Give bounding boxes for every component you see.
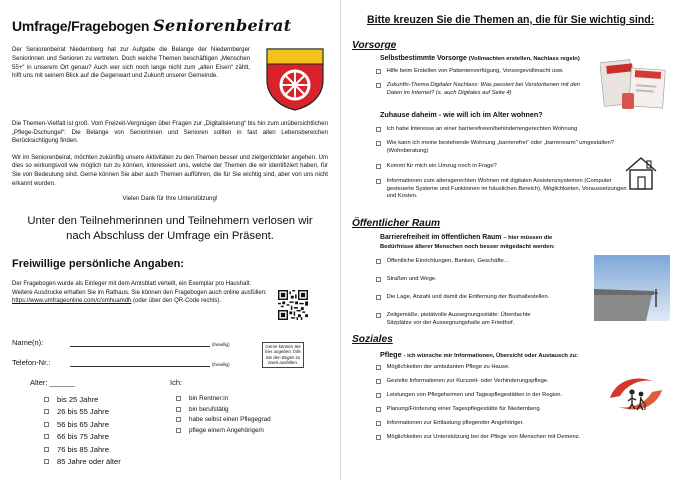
raffle-line-2: nach Abschluss der Umfrage ein Präsent. [66,230,274,243]
sub-raum: Barrierefreiheit im öffentlichen Raum – hier müssen die Bedürfnisse älterer Menschen noch besser mitgedacht werden: [380,234,555,250]
topic-item[interactable]: Zukunfts-Thema Digitaler Nachlass: Was passiert bei Verstorbenen mit den Daten im Internet? (s. auch Digitales auf Seite 4) [376,82,591,97]
page-title [12,16,328,35]
name-input-line[interactable] [70,341,210,347]
checkbox[interactable] [376,421,381,426]
checkbox[interactable] [376,295,381,300]
age-options [44,393,121,468]
sub-vorsorge: Selbstbestimmte Vorsorge (Vollmachten erstellen, Nachlass regeln) [380,55,580,62]
age-option[interactable]: 85 Jahre oder älter [44,456,121,469]
topic-item[interactable]: Planung/Förderung einer Tagespflegestätte für Niedernberg. [376,406,616,414]
topic-item[interactable]: Möglichkeiten der ambulanten Pflege zu Hause. [376,364,616,372]
raffle-line-1: Unter den Teilnehmerinnen und Teilnehmern verlosen wir [27,215,313,228]
topic-item[interactable]: Möglichkeiten zur Unterstützung bei der Pflege von Menschen mit Demenz. [376,434,636,442]
topic-item[interactable]: Zeitgemäße, pietätvolle Aussegnungsstätte: Überdachte Sitzplätze vor der Aussegnungshalle am Friedhof. [376,312,556,327]
survey-link[interactable]: https://www.umfrageonline.com/c/smhuamdh [12,298,132,305]
ich-option[interactable]: bin berufstätig [176,404,271,415]
checkbox[interactable] [176,428,181,433]
checkbox[interactable] [44,459,49,464]
checkbox[interactable] [44,422,49,427]
topics-heading: Bitte kreuzen Sie die Themen an, die für Sie wichtig sind: [367,14,655,26]
ich-options [176,393,271,436]
checkbox[interactable] [376,259,381,264]
thanks-text: Vielen Dank für Ihre Unterstützung! [122,195,218,203]
section-soziales: Soziales [352,334,393,345]
documents-photo-icon [600,55,668,111]
checkbox[interactable] [176,407,181,412]
age-option[interactable]: bis 25 Jahre [44,393,121,406]
checkbox[interactable] [376,69,381,74]
checkbox[interactable] [376,277,381,282]
section-raum: Öffentlicher Raum [352,218,441,229]
ich-option[interactable]: bin Rentner:in [176,393,271,404]
topic-item[interactable]: Kommt für mich ein Umzug noch in Frage? [376,163,616,171]
topic-item[interactable]: Ich habe Interesse an einer barrierefreien/behindertengerechten Wohnung [376,126,636,134]
age-option[interactable]: 56 bis 65 Jahre [44,418,121,431]
topic-item[interactable]: Gezielte Informationen zur Kurzzeit- oder Verhinderungspflege. [376,378,616,386]
sub-pflege: Pflege - ich wünsche mir Informationen, Übersicht oder Austausch zu: [380,350,578,359]
ich-option[interactable]: habe selbst einen Pflegegrad [176,415,271,426]
house-icon [622,155,660,191]
checkbox[interactable] [376,435,381,440]
note-box: Gerne können Sie hier angeben, falls Sie den Bogen zu zweit ausfüllen. [262,342,304,368]
checkbox[interactable] [376,365,381,370]
checkbox[interactable] [376,393,381,398]
paragraph-topics: Die Themen-Vielfalt ist groß. Vom Freizeit-Vergnügen über Fragen zur „Digitalisierung“ bis hin zum unübersichtlichen „Pflege-Dschungel“: Die Belange von Seniorinnen und Senioren sollten in fast allen Lebensbereichen Berücksichtigung finden. [12,120,328,145]
checkbox[interactable] [376,179,381,184]
intro-text: Der Seniorenbeirat Niedernberg hat zur Aufgabe die Belange der Niedernberger Seniorinnen und Senioren zu vertreten. Doch welche Themen beschäftigen „Menschen 55+“ in unserem Ort genau? Auch wer sich noch lange nicht zum „alten Eisen“ zählt, hilft uns mit seinem Blick auf die Gegenwart und Zukunft unserer Gemeinde. [12,46,250,80]
topic-item[interactable]: Leistungen von Pflegeheimen und Tagespflegestätten in der Region. [376,392,616,400]
checkbox[interactable] [376,141,381,146]
topic-item[interactable]: Informationen zur Entlastung pflegender Angehöriger. [376,420,616,428]
age-label: Alter: ______ [30,378,75,387]
phone-field[interactable]: Telefon-Nr.: (freiwillig) [12,358,230,367]
checkbox[interactable] [376,379,381,384]
checkbox[interactable] [376,313,381,318]
checkbox[interactable] [44,397,49,402]
caring-hands-icon [606,368,666,418]
paragraph-goals: Wir im Seniorenbeirat, möchten zukünftig unsere Aktivitäten zu den Themen besser und zielgerichteter angehen. Um dies so wirkungsvoll wie möglich tun zu können, interessiert uns, welche der Themen die wir identifiziert haben, für Sie von Bedeutung sind. Gerne können Sie aber auch Themen aufführen, die für Sie wichtig sind, aber von uns nicht erkannt wurden. [12,153,328,187]
title-main: Umfrage/Fragebogen [12,18,150,34]
cliff-photo-icon [594,255,670,321]
section-vorsorge: Vorsorge [352,40,397,51]
age-option[interactable]: 76 bis 85 Jahre [44,443,121,456]
sub-wohnen: Zuhause daheim - wie will ich im Alter wohnen? [380,110,543,119]
personal-heading: Freiwillige persönliche Angaben: [12,258,184,271]
topic-item[interactable]: Hilfe beim Erstellen von Patientenverfügung, Vorsorgevollmacht usw. [376,68,591,76]
coat-of-arms-icon [264,46,326,112]
checkbox[interactable] [376,407,381,412]
raffle-text [12,214,328,244]
age-option[interactable]: 26 bis 55 Jahre [44,406,121,419]
checkbox[interactable] [44,447,49,452]
topic-item[interactable]: Die Lage, Anzahl und damit die Entfernung der Bushaltestellen. [376,294,591,302]
topic-item[interactable]: Öffentliche Einrichtungen, Banken, Geschäfte… [376,258,581,266]
checkbox[interactable] [44,409,49,414]
checkbox[interactable] [376,127,381,132]
title-script: Seniorenbeirat [153,16,292,35]
topic-item[interactable]: Wie kann ich meine bestehende Wohnung „barrierefrei“ oder „barrierearm“ umgestalten? (Wohnberatung) [376,140,616,155]
checkbox[interactable] [376,83,381,88]
age-option[interactable]: 66 bis 75 Jahre [44,431,121,444]
ich-label: Ich: [170,378,183,387]
topic-item[interactable]: Informationen zum altersgerechten Wohnen mit digitalen Assistenzsystemen (Computer gesteuerte Systeme und Funktionen im häuslichen Bereich), Möglichkeiten, Voraussetzungen und Kosten. [376,178,636,201]
phone-input-line[interactable] [70,361,210,367]
checkbox[interactable] [44,434,49,439]
checkbox[interactable] [376,164,381,169]
checkbox[interactable] [176,396,181,401]
distribution-text: Der Fragebogen wurde als Einleger mit dem Amtsblatt verteilt, ein Exemplar pro Haushalt. Weitere Ausdrucke erhalten Sie im Rathaus. Sie können den Fragebogen auch online ausfüllen: https://www.umfrageonline.com/c/smhuamdh (oder über den QR-Code rechts). [12,281,267,305]
ich-option[interactable]: pflege eine/n Angehörige/n [176,425,271,436]
topic-item[interactable]: Straßen und Wege. [376,276,581,284]
qr-code-icon[interactable] [278,290,308,320]
checkbox[interactable] [176,417,181,422]
name-field[interactable]: Name(n): (freiwillig) [12,338,230,347]
